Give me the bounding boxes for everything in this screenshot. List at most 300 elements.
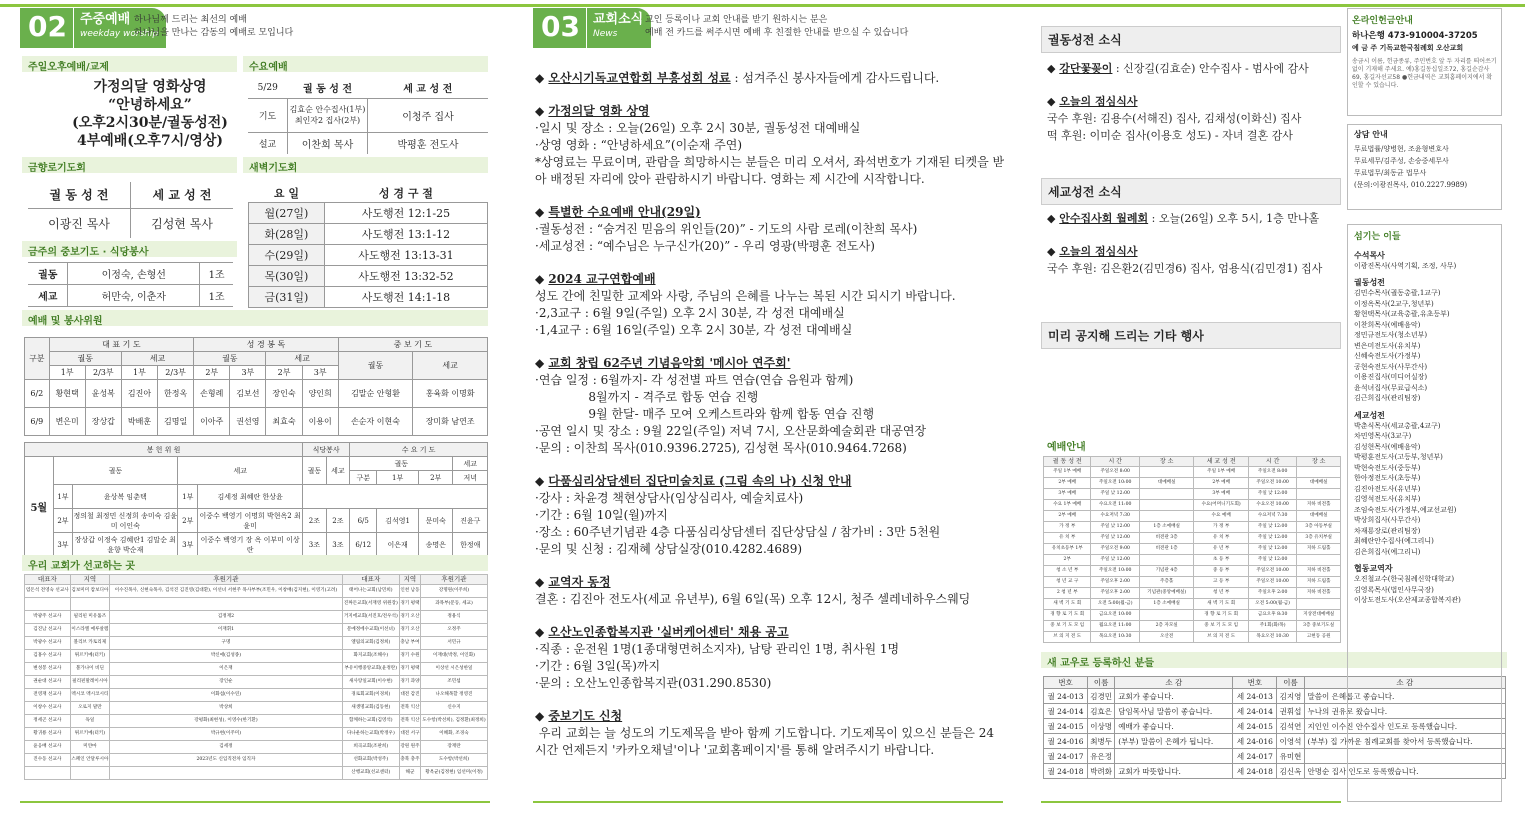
newcomer-heading: 새 교우로 등록하신 분들 [1041,652,1507,668]
online-offering-box [1347,8,1502,116]
guide-cell: 유 치 부 [1044,533,1091,544]
notice-title: 강단꽃꽂이 [1059,62,1113,75]
list-line: 최혜란안수집사(예그리니) [1354,537,1434,545]
vol-names: 이중수 백영기 장 옥 이부미 이상란 [198,533,303,557]
serve-part: 3부 [302,366,338,380]
meal-service-heading: 금주의 중보기도 · 식당봉사 [22,241,237,257]
page3-number: 03 [533,8,587,48]
mission-cell: 새사랑일교회(이수현) [342,676,399,689]
guide-cell: 주일 낮 12:00 [1248,522,1296,533]
table-row [25,585,488,598]
serve-cell: 권선영 [230,408,266,436]
diamond-icon: ◆ [535,205,549,219]
guide-cell: 주일오전 8:00 [1091,467,1139,478]
newcomer-cell: 예배가 좋습니다. [1115,719,1233,734]
mission-cell: 경로회교회(이경희) [342,689,399,702]
newcomer-cell: 세 24-018 [1233,764,1277,779]
meal-service-table [28,262,233,307]
vol-sub: 궐동 [350,457,453,471]
mission-cell: 강원 원주 [399,741,420,754]
table-row [1044,599,1341,610]
service-committee-heading: 예배 및 봉사위원 [22,310,488,326]
guide-cell: 2 청 년 부 [1044,588,1091,599]
guide-cell: 새 벽 기 도 회 [1044,599,1091,610]
list-line: 김영록목사(법인사무국장) [1354,585,1434,594]
table-row [1044,621,1341,632]
friday-prayer-heading: 금향로기도회 [22,157,237,173]
wedp-cell: 6/5 [350,509,377,533]
senior-title: 수석목사 [1354,251,1385,260]
guide-cell [1139,467,1193,478]
wedp-sub: 1부 [377,471,419,485]
vol-part: 3부 [178,533,198,557]
serve-sub: 궐동 [194,352,266,366]
etc-events-heading: 미리 공지해 드리는 기타 행사 [1041,322,1341,349]
newcomer-cell: 김효은 [1088,704,1115,719]
mission-cell: 도수항(박선희) [420,754,487,767]
diamond-icon: ◆ [1047,245,1060,258]
guide-cell: 주일오전 10:00 [1248,577,1296,588]
list-line: 김성현목사(예배음악) [1354,442,1421,451]
guide-head: 시 간 [1091,457,1139,467]
guide-cell: 지하 드림홀 [1297,544,1341,555]
guide-head: 시 간 [1248,457,1296,467]
meal-names: 이정숙, 손형선 [68,263,200,285]
diamond-icon: ◆ [535,272,549,286]
serve-cell: 한정옥 [158,380,194,408]
table-row [25,380,488,408]
table-row [25,702,488,715]
worship-guide-table [1043,456,1341,643]
news-item-line: 9월 한달- 매주 모여 오케스트라와 함께 합동 연습 진행 [535,407,875,421]
mission-cell: 이창수 선교사 [25,702,71,715]
table-row [25,457,488,471]
newcomer-cell: 궐 24-016 [1044,734,1088,749]
mission-cell: 경기 과양 [399,676,420,689]
mission-cell: 대전 서구 [399,728,420,741]
diamond-icon: ◆ [535,709,549,723]
news-item-line: ·일시 및 장소 : 오늘(26일) 오후 2시 30분, 궐동성전 대예배실 [535,121,861,135]
mission-cell: 이혜화, 조경숙 [420,728,487,741]
mission-cell: 선화교회(박성주) [342,754,399,767]
table-row [1044,511,1341,522]
news-item-tail: : 섬겨주신 봉사자들에게 감사드립니다. [730,71,940,85]
news-item-line: ·세교성전 : “예수님은 누구신가(20)” - 우리 영광(박평훈 전도사) [535,239,875,253]
list-line: 무료법무/최동균 법무사 [1354,169,1427,177]
guide-cell: 유 치 부 [1194,533,1248,544]
guide-cell: 오전 5:00(월-금) [1248,599,1296,610]
serve-head: 대 표 기 도 [49,338,194,352]
guide-cell: 3층 아동부실 [1297,522,1341,533]
wedp-cell: 진윤구 [453,509,488,533]
guide-cell: 수요저녁 7:30 [1248,511,1296,522]
mission-cell: 튀르키예(터키) [70,650,110,663]
news-item-line: ·연습 일정 : 6월까지- 각 성전별 파트 연습(연습 음원과 함께) [535,373,854,387]
diamond-icon: ◆ [535,356,549,370]
mission-cell: 장재란 [420,741,487,754]
guide-cell: 주일오전 9:00 [1091,544,1139,555]
guide-cell: 주일오전 10:00 [1091,478,1139,489]
guide-cell: 비전관 1층 [1139,544,1193,555]
table-row [25,338,488,352]
dawn-verse: 사도행전 12:1-25 [324,202,487,223]
news-item-title: 가정의달 영화 상영 [548,104,650,118]
table-row [1044,467,1341,478]
table-row [25,624,488,637]
mission-cell: 김진남 선교사 [25,624,71,637]
guide-cell: 2부 예배 [1044,511,1091,522]
guide-cell: 주층홀 [1139,577,1193,588]
news-item-line: ·기간 : 6월 3일(목)까지 [535,659,661,673]
table-row [1044,566,1341,577]
page2-number: 02 [20,8,74,48]
mission-cell: 권순대 선교사 [25,676,71,689]
guide-cell: 주일오전 10:00 [1091,566,1139,577]
diamond-icon: ◆ [1047,212,1060,225]
guide-head: 궐 동 성 전 [1044,457,1091,467]
dawn-prayer-heading: 새벽기도회 [243,157,488,173]
table-row [1044,610,1341,621]
mission-head: 후원기관 [110,575,343,585]
serve-part: 1부 [49,366,85,380]
coop-staff-title: 협동교역자 [1354,564,1393,573]
list-line: 황현택목사(교육총괄,유초등부) [1354,310,1450,318]
guide-cell: 청 년 교 구 [1044,577,1091,588]
mission-cell: 경기 평택 [399,598,420,611]
mission-cell: 정용식 [420,611,487,624]
wedp-sub: 2부 [418,471,452,485]
serve-cell: 윤성복 [85,380,121,408]
segyo-news-list [1047,194,1347,277]
guide-cell: 청 년 부 [1194,588,1248,599]
mission-cell [110,598,343,611]
serve-cell: 박배훈 [121,408,157,436]
vol-part: 2부 [178,509,198,533]
mission-cell: 김정재2 [110,611,343,624]
page3-badge-title: 교회소식 News [592,12,644,39]
serve-cell: 변은미 [49,408,85,436]
serve-sub: 궐동 [49,352,121,366]
meal-site: 세교 [28,285,68,307]
vol-part: 3부 [53,533,73,557]
guide-cell: 고현동 공원 [1297,632,1341,643]
notice-inline: : 오늘(26일) 오후 5시, 1층 만나홀 [1148,212,1320,225]
meal-row [28,285,233,307]
news-item-title: 교회 창립 62주년 기념음악회 '메시아 연주회' [548,356,791,370]
guide-cell: 주일 낮 12:00 [1091,555,1139,566]
list-line: 오진철교수(한국침례신학대학교) [1354,575,1455,583]
meal-group: 1조 [200,263,233,285]
table-row [25,728,488,741]
page-3-news [525,0,1010,815]
page2-bottom-rule [20,801,490,803]
offering-holder: 예 금 주 기독교한국침례회 오산교회 [1352,44,1464,52]
guide-cell: 수요오전 10:00 [1248,500,1296,511]
mission-cell: 희곡교회(조판희) [342,741,399,754]
mission-cell: 전영재 선교사 [25,689,71,702]
diamond-icon: ◆ [535,474,549,488]
guide-cell [1139,500,1193,511]
gwol-staff-list [1354,288,1495,404]
dawn-row [249,244,488,265]
meal-site: 궐동 [28,263,68,285]
serve-cell: 6/9 [25,408,50,436]
mission-cell: 전북 익산 [399,715,420,728]
guide-cell: 2부 [1044,555,1091,566]
mission-cell: 정세곤 선교사 [25,715,71,728]
serve-cell: 장상갑 [85,408,121,436]
vol-sub: 궐동 [303,457,327,485]
blank-cell [303,485,488,509]
newcomer-head: 번호 [1044,677,1088,689]
guide-cell: 주일오전 10:00 [1248,566,1296,577]
news-item-line: ·문의 : 오산노인종합복지관(031.290.8530) [535,676,772,690]
counsel-lines [1354,143,1495,191]
vol-sub: 세교 [453,457,488,471]
guide-cell: 중 보 기 도 모 임 [1194,621,1248,632]
newcomer-cell: 누나의 권유로 왔습니다. [1304,704,1505,719]
meal-cell: 3조 [303,533,327,557]
mission-cell: 스페인 안달루시아 [70,754,110,767]
mission-cell [70,767,110,780]
mission-cell: 충남 부여 [399,637,420,650]
guide-cell: 지하 비전홀 [1297,588,1341,599]
guide-cell: 중 등 부 [1194,566,1248,577]
guide-cell: 비전관 3층 [1139,533,1193,544]
serve-part: 2부 [194,366,230,380]
serve-cell: 홍육화 이명화 [413,380,488,408]
dawn-verse: 사도행전 13:1-12 [324,223,487,244]
serve-cell: 이용이 [302,408,338,436]
page3-intro: 교인 등록이나 교회 안내를 받기 원하시는 분은 예배 전 카드를 써주시면 예배 후 친절한 안내를 받으실 수 있습니다 [645,15,909,38]
mission-head: 지역 [399,575,420,585]
page2-intro: 하나님께 드리는 최선의 예배 하나님을 만나는 감동의 예배로 모입니다 [134,15,294,38]
guide-cell: 주일 1부 예배 [1044,467,1091,478]
news-item-line: ·기간 : 6월 10일(월)까지 [535,508,668,522]
vol-sub: 세교 [326,457,350,485]
newcomer-cell: 유미현 [1277,749,1304,764]
newcomer-cell: 세 24-013 [1233,689,1277,704]
wedp-sub: 저녁 [453,471,488,485]
news-item-line: ·문의 : 이찬희 목사(010.9396.2725), 김성현 목사(010.9464.7268) [535,441,907,455]
mission-cell: 경기 오산 [399,611,420,624]
mission-cell: 조민섭 [420,676,487,689]
serve-sub: 세교 [413,352,488,380]
mission-cell: 충북 충주 [399,754,420,767]
list-line: 박평훈전도사(고등부,청년부) [1354,453,1443,461]
mission-cell: 경기 평택 [399,663,420,676]
mission-cell: 거지에교회(서진호/전우석) [342,611,399,624]
mission-cell: 필리핀 미유툴즈 [70,611,110,624]
mission-cell: 다나운하는교회(박정우) [342,728,399,741]
serve-part: 3부 [230,366,266,380]
mission-cell: 필리핀말레이시아 [70,676,110,689]
guide-cell: 고 등 부 [1194,577,1248,588]
table-row [25,741,488,754]
newcomer-head: 이름 [1088,677,1115,689]
newcomer-cell: 이상명 [1088,719,1115,734]
notice-line: 국수 후원: 김은환2(김민경6) 집사, 엄용식(김민경1) 집사 [1047,262,1323,275]
mission-cell: 이상선 시은성한일 [420,663,487,676]
news-item-title: 교역자 동정 [548,575,611,589]
newcomer-cell: 궐 24-018 [1044,764,1088,779]
guide-cell: 주일오전 10:00 [1248,478,1296,489]
list-line: 무료법률/양병현, 조윤형변호사 [1354,145,1449,153]
wednesday-heading: 수요예배 [243,56,488,72]
news-item-line: 8월까지 - 격주로 합동 연습 진행 [535,390,759,404]
guide-cell: 주일 낮 12:00 [1091,489,1139,500]
guide-cell: 3층 중보기도실 [1297,621,1341,632]
guide-cell: 대예배실 [1139,478,1193,489]
news-item-line: 시간 언제든지 '카카오채널'이나 '교회홈페이지'를 통해 알려주시기 바랍니다. [535,743,935,757]
mission-cell: 황귀룡 선교사 [25,728,71,741]
guide-cell: 3층 유치부실 [1297,533,1341,544]
newcomer-cell [1115,749,1233,764]
guide-cell: 주일 1부 예배 [1194,467,1248,478]
list-line: 윤석녀집사(무료급식소) [1354,383,1428,392]
table-row [25,611,488,624]
list-line: 박춘식목사(세교총괄,4교구) [1354,421,1441,430]
offering-note: 송금시 이름, 헌금종류, 주민번호 앞 두 자리를 띄어쓰기 없이 기재해 주세요. 예)홍길동십일조72, 홍길순감사69, 홍길자선교58 ●헌금내역은 교회홈페이지에서 확인할 수 있습니다. [1352,58,1497,89]
mission-cell: 오로지 말만 [70,702,110,715]
wedp-cell: 이은재 [377,533,419,557]
news-item-line: 우리 교회는 늘 성도의 기도제목을 받아 함께 기도합니다. 기도제목이 있으신 분들은 24 [535,726,994,740]
guide-cell [1139,511,1193,522]
dawn-row [249,286,488,307]
notice-line: 국수 후원: 김용수(서해진) 집사, 김채성(이화신) 집사 [1047,112,1302,125]
segyo-news-heading: 세교성전 소식 [1041,178,1341,205]
diamond-icon: ◆ [1047,62,1060,75]
guide-cell: 수요 1부 예배 [1044,500,1091,511]
serve-cell: 장인숙 [266,380,302,408]
service-committee-table [24,337,488,436]
serve-head: 중 보 기 도 [338,338,487,352]
news-item-line: ·강사 : 차윤경 책현상담사(임상심리사, 예술치료사) [535,491,804,505]
list-line: 김진아전도사(유년부) [1354,484,1421,493]
dawn-verse: 사도행전 13:32-52 [324,265,487,286]
vol-names: 김세정 최혜란 한상윤 [198,485,303,509]
mission-cell: 신수지 [420,702,487,715]
vol-part: 2부 [53,509,73,533]
mission-cell: 태어나는교회(남민희) [342,585,399,598]
mission-cell: 염돈석 전영숙 선교사 [25,585,71,598]
mission-cell: 박상희 [110,702,343,715]
news-item-line: ·궐동성전 : “숨겨진 믿음의 위인들(20)” - 기도의 사람 로레(이찬희 목사) [535,222,918,236]
notice-line: 떡 후원: 이미순 집사(이용호 성도) - 자녀 결혼 감사 [1047,129,1293,142]
gwol-news-list [1047,44,1347,144]
serve-part: 2부 [266,366,302,380]
guide-cell: 주일오전 8:00 [1248,467,1296,478]
table-row [25,509,488,533]
guide-cell: 1층 소예배실 [1139,522,1193,533]
mission-cell: 멕시코 멕시코시티 [70,689,110,702]
newcomer-cell: 세 24-017 [1233,749,1277,764]
meal-cell: 3조 [326,533,350,557]
news-item-heading [535,271,1010,288]
guide-cell: 2부 예배 [1194,478,1248,489]
newcomer-cell: 이영석 [1277,734,1304,749]
table-row [25,676,488,689]
list-line: 김근희집사(관리팀장) [1354,394,1421,402]
diamond-icon: ◆ [1047,95,1060,108]
news-item-line: 성도 간에 친밀한 교제와 사랑, 주님의 은혜를 나누는 복된 시간 되시기 바랍니다. [535,289,956,303]
list-line: 김민수목사(궐동총괄,1교구) [1354,289,1441,297]
newcomer-cell: 안명순 집사 인도로 등록했습니다. [1304,764,1505,779]
mission-head: 후원기관 [420,575,487,585]
mission-cell: 볼가나이 비딘 [70,663,110,676]
guide-cell: 2층 자모실 [1139,621,1193,632]
mission-cell: 경기 오산 [399,624,420,637]
guide-cell: 월요오전 11:00 [1091,621,1139,632]
list-line: 차재룡장로(관리팀장) [1354,526,1421,535]
newcomer-cell: 박려화 [1088,764,1115,779]
table-row [25,650,488,663]
vol-part: 1부 [53,485,73,509]
mission-cell: 이은재 [110,663,343,676]
list-line: 이용진집사(미디어실장) [1354,373,1428,381]
table-row [1044,478,1341,489]
news-item-title: 오산시기독교연합회 부흥성회 성료 [548,71,731,85]
mission-cell: 과목부(문동, 세교) [420,598,487,611]
newcomer-cell: 김석연 [1277,719,1304,734]
mission-cell: 이스라엘 예루살렘 [70,624,110,637]
guide-cell: 주일오후 2:00 [1091,577,1139,588]
vol-head: 수 요 기 도 [350,443,488,457]
newcomer-cell: (부부) 집 가까운 침례교회를 찾아서 등록했습니다. [1304,734,1505,749]
meal-names: 허만숙, 이춘자 [68,285,200,307]
serve-cell: 손순자 이현숙 [338,408,413,436]
guide-cell: 오전 5:00(월-금) [1091,599,1139,610]
news-item-heading [535,624,1010,641]
mission-cell: 화지교회(조해수) [342,650,399,663]
list-line: 한아정전도사(초등부) [1354,474,1421,482]
dawn-day: 수(29일) [249,244,325,265]
vol-part: 1부 [178,485,198,509]
table-row [25,689,488,702]
guide-cell: 지하 비전홀 [1297,566,1341,577]
newcomer-cell: 김지영 [1277,689,1304,704]
guide-cell: 브 의 지 전 도 [1044,632,1091,643]
guide-cell: 중 보 기 도 모 임 [1044,621,1091,632]
diamond-icon: ◆ [535,104,549,118]
table-row [25,408,488,436]
page-4-notices [1035,0,1525,815]
guide-cell: 가 정 부 [1044,522,1091,533]
table-row [25,598,488,611]
table-row [25,352,488,366]
serve-gubun: 구분 [25,338,50,380]
guide-cell: 지상전대예배실 [1297,610,1341,621]
guide-head: 장 소 [1297,457,1341,467]
table-row [1044,500,1341,511]
mission-head: 대표자 [342,575,399,585]
newcomer-cell: 궐 24-014 [1044,704,1088,719]
guide-cell: 오산전 [1139,632,1193,643]
offering-title: 온라인헌금안내 [1352,16,1413,26]
vol-sub: 세교 [178,457,303,485]
newcomer-head: 이름 [1277,677,1304,689]
mission-cell: 부유이행중앙교회(윤정란) [342,663,399,676]
page3-badge [533,8,651,48]
news-item-line: ·장소 : 60주년기념관 4층 다품심리상담센터 집단상담실 / 참가비 : 3만 5천원 [535,525,941,539]
mission-cell: 서민규 [420,637,487,650]
guide-head: 세 교 성 전 [1194,457,1248,467]
guide-cell [1297,489,1341,500]
table-row [1044,632,1341,643]
guide-cell: 기념관 4층 [1139,566,1193,577]
guide-cell: 주1회(화/목) [1248,621,1296,632]
news-item-title: 중보기도 신청 [548,709,623,723]
